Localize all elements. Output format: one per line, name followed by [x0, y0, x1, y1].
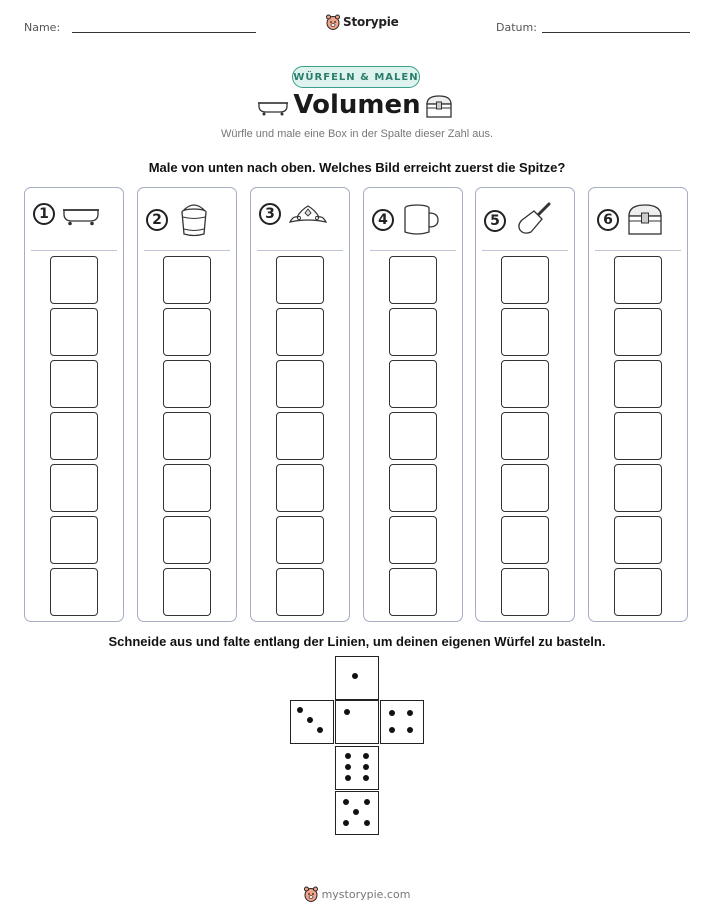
- dice-face-5: [335, 791, 379, 835]
- scoop-icon: [512, 202, 552, 240]
- instruction: Male von unten nach oben. Welches Bild erreicht zuerst die Spitze?: [148, 160, 566, 175]
- bucket-icon: [174, 202, 214, 238]
- footer: [0, 886, 714, 902]
- date-line[interactable]: [542, 32, 690, 33]
- color-box[interactable]: [501, 516, 549, 564]
- color-box[interactable]: [163, 568, 211, 616]
- color-box[interactable]: [50, 464, 98, 512]
- color-box[interactable]: [614, 308, 662, 356]
- color-box[interactable]: [389, 308, 437, 356]
- color-box[interactable]: [614, 412, 662, 460]
- mascot-icon: [326, 14, 340, 30]
- dice-face-3: [290, 700, 334, 744]
- dice-face-4: [380, 700, 424, 744]
- color-box[interactable]: [50, 516, 98, 564]
- brand-logo: [326, 14, 399, 30]
- color-box[interactable]: [389, 412, 437, 460]
- color-box[interactable]: [163, 360, 211, 408]
- dice-net: [290, 656, 426, 836]
- color-box[interactable]: [50, 256, 98, 304]
- column-number: 1: [33, 203, 55, 225]
- date-label: Datum:: [496, 21, 537, 34]
- treasure-chest-icon: [424, 93, 454, 119]
- color-box[interactable]: [501, 412, 549, 460]
- tiara-icon: [287, 202, 329, 226]
- color-box[interactable]: [50, 568, 98, 616]
- color-box[interactable]: [276, 256, 324, 304]
- color-box[interactable]: [501, 308, 549, 356]
- column-number: 3: [259, 203, 281, 225]
- brand-name: Storypie: [343, 15, 399, 29]
- color-box[interactable]: [276, 568, 324, 616]
- dice-face-1: [335, 656, 379, 700]
- color-box[interactable]: [276, 516, 324, 564]
- color-box[interactable]: [389, 516, 437, 564]
- column-3: [250, 187, 350, 622]
- color-box[interactable]: [50, 412, 98, 460]
- name-line[interactable]: [72, 32, 256, 33]
- color-box[interactable]: [163, 516, 211, 564]
- column-5: [475, 187, 575, 622]
- color-box[interactable]: [163, 308, 211, 356]
- column-number: 6: [597, 209, 619, 231]
- color-box[interactable]: [163, 464, 211, 512]
- color-box[interactable]: [276, 360, 324, 408]
- footer-url[interactable]: mystorypie.com: [321, 887, 411, 901]
- color-box[interactable]: [50, 360, 98, 408]
- treasure-chest-icon: [625, 202, 665, 238]
- page-title: Volumen: [293, 90, 421, 120]
- color-box[interactable]: [614, 360, 662, 408]
- dice-face-6: [335, 746, 379, 790]
- color-box[interactable]: [501, 568, 549, 616]
- column-number: 5: [484, 210, 506, 232]
- color-box[interactable]: [501, 464, 549, 512]
- column-number: 4: [372, 209, 394, 231]
- color-box[interactable]: [389, 464, 437, 512]
- column-6: [588, 187, 688, 622]
- column-2: [137, 187, 237, 622]
- color-box[interactable]: [276, 308, 324, 356]
- color-box[interactable]: [389, 568, 437, 616]
- subtitle: Würfle und male eine Box in der Spalte dieser Zahl aus.: [220, 128, 494, 140]
- color-box[interactable]: [501, 256, 549, 304]
- color-box[interactable]: [276, 412, 324, 460]
- color-box[interactable]: [389, 360, 437, 408]
- column-4: [363, 187, 463, 622]
- color-box[interactable]: [50, 308, 98, 356]
- color-box[interactable]: [614, 256, 662, 304]
- cut-instruction: Schneide aus und falte entlang der Linien, um deinen eigenen Würfel zu basteln.: [108, 634, 606, 649]
- color-box[interactable]: [614, 464, 662, 512]
- mascot-icon: [304, 886, 318, 902]
- color-box[interactable]: [501, 360, 549, 408]
- color-box[interactable]: [389, 256, 437, 304]
- mug-icon: [400, 202, 440, 238]
- dice-face-1: [335, 700, 379, 744]
- column-number: 2: [146, 209, 168, 231]
- name-label: Name:: [24, 21, 61, 34]
- category-badge: WÜRFELN & MALEN: [292, 66, 420, 88]
- color-box[interactable]: [614, 516, 662, 564]
- color-box[interactable]: [614, 568, 662, 616]
- color-box[interactable]: [163, 412, 211, 460]
- bathtub-icon: [61, 202, 101, 226]
- color-box[interactable]: [163, 256, 211, 304]
- color-box[interactable]: [276, 464, 324, 512]
- column-1: [24, 187, 124, 622]
